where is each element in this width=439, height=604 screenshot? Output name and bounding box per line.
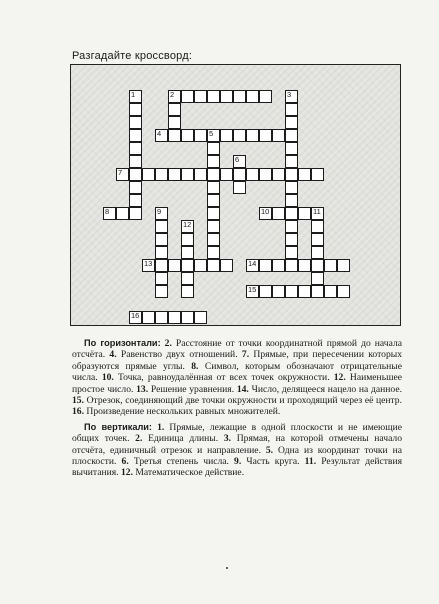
crossword-cell[interactable] [142,311,155,324]
crossword-cell[interactable] [311,272,324,285]
crossword-cell[interactable] [129,90,142,103]
cell-number: 2 [170,90,175,99]
crossword-cell[interactable] [155,233,168,246]
crossword-cell[interactable] [311,220,324,233]
crossword-cell[interactable] [311,285,324,298]
across-clue-number: 13. [133,383,151,395]
crossword-cell[interactable] [103,207,116,220]
crossword-cell[interactable] [155,272,168,285]
crossword-cell[interactable] [259,90,272,103]
crossword-cell[interactable] [220,168,233,181]
crossword-cell[interactable] [116,168,129,181]
crossword-cell[interactable] [285,116,298,129]
across-clue-number: 2. [164,338,176,349]
across-clue-text: Число, делящееся нацело на данное. [251,383,403,395]
crossword-cell[interactable] [285,168,298,181]
crossword-cell[interactable] [285,103,298,116]
crossword-cell[interactable] [298,259,311,272]
crossword-cell[interactable] [311,246,324,259]
crossword-cell[interactable] [207,246,220,259]
crossword-cell[interactable] [285,90,298,103]
crossword-cell[interactable] [220,129,233,142]
crossword-cell[interactable] [285,155,298,168]
clues-section [72,338,402,479]
crossword-cell[interactable] [298,207,311,220]
crossword-cell[interactable] [129,103,142,116]
down-clue-number: 1. [157,421,170,433]
across-clue-text: Символ, которым обозначают отрицательные числа. [72,360,402,384]
crossword-cell[interactable] [259,168,272,181]
down-clue-number: 6. [116,456,134,468]
down-clues [72,422,402,479]
crossword-cell[interactable] [259,129,272,142]
down-clue-number: 9. [228,456,247,468]
crossword-cell[interactable] [181,168,194,181]
crossword-cell[interactable] [233,168,246,181]
crossword-cell[interactable] [272,168,285,181]
across-clue-text: Расстояние от точки координатной прямой до начала отсчёта. [72,338,403,361]
across-clue-number: 7. [237,349,254,361]
crossword-cell[interactable] [298,285,311,298]
crossword-cell[interactable] [168,311,181,324]
crossword-cell[interactable] [155,220,168,233]
crossword-cell[interactable] [220,90,233,103]
crossword-cell[interactable] [337,259,350,272]
crossword-cell[interactable] [285,233,298,246]
cell-number: 1 [131,90,136,99]
crossword-cell[interactable] [194,90,207,103]
across-clues [72,338,402,418]
across-heading: По горизонтали: [84,338,161,348]
crossword-cell[interactable] [324,259,337,272]
cell-number: 16 [131,311,140,320]
down-clue-text: Третья степень числа. [133,456,229,468]
crossword-cell[interactable] [194,168,207,181]
crossword-cell[interactable] [272,129,285,142]
across-clue-list [72,338,402,417]
crossword-cell[interactable] [207,233,220,246]
crossword-cell[interactable] [181,259,194,272]
crossword-frame [70,64,401,326]
crossword-cell[interactable] [181,285,194,298]
crossword-cell[interactable] [116,207,129,220]
crossword-cell[interactable] [259,259,272,272]
down-clue-number: 2. [129,433,149,445]
crossword-cell[interactable] [168,168,181,181]
cell-number: 15 [248,285,257,294]
crossword-cell[interactable] [233,155,246,168]
crossword-cell[interactable] [129,207,142,220]
down-clue-number: 12. [118,467,136,479]
crossword-cell[interactable] [168,129,181,142]
cell-number: 8 [105,207,110,216]
cell-number: 14 [248,259,257,268]
crossword-cell[interactable] [246,285,259,298]
across-clue-number: 10. [97,372,118,384]
crossword-cell[interactable] [259,285,272,298]
crossword-cell[interactable] [272,259,285,272]
down-clue-text: Единица длины. [148,433,219,445]
crossword-cell[interactable] [285,194,298,207]
cell-number: 9 [157,207,162,216]
crossword-cell[interactable] [207,155,220,168]
crossword-cell[interactable] [207,142,220,155]
crossword-cell[interactable] [285,181,298,194]
cell-number: 7 [118,168,123,177]
crossword-cell[interactable] [155,129,168,142]
down-clue-text: Одна из координат точки на плоскости. [72,444,402,468]
crossword-cell[interactable] [272,285,285,298]
crossword-cell[interactable] [207,90,220,103]
crossword-cell[interactable] [324,285,337,298]
crossword-cell[interactable] [272,207,285,220]
crossword-cell[interactable] [233,181,246,194]
crossword-cell[interactable] [285,259,298,272]
cell-number: 3 [287,90,292,99]
crossword-cell[interactable] [181,246,194,259]
crossword-cell[interactable] [181,311,194,324]
across-clue-number: 12. [329,372,350,384]
crossword-cell[interactable] [181,90,194,103]
cell-number: 6 [235,155,240,164]
across-clue-text: Решение уравнения. [150,383,235,395]
down-clue-text: Часть круга. [246,456,300,468]
crossword-cell[interactable] [233,129,246,142]
crossword-cell[interactable] [168,90,181,103]
cell-number: 11 [313,207,321,216]
crossword-cell[interactable] [181,129,194,142]
crossword-cell[interactable] [311,233,324,246]
crossword-cell[interactable] [298,168,311,181]
crossword-cell[interactable] [285,129,298,142]
crossword-cell[interactable] [129,155,142,168]
crossword-cell[interactable] [155,285,168,298]
crossword-cell[interactable] [259,207,272,220]
across-clue-text: Произведение нескольких равных множителей. [86,406,281,418]
crossword-cell[interactable] [129,142,142,155]
crossword-cell[interactable] [194,259,207,272]
crossword-cell[interactable] [142,259,155,272]
crossword-cell[interactable] [207,168,220,181]
crossword-cell[interactable] [207,194,220,207]
across-clue-text: Равенство двух отношений. [120,349,238,361]
crossword-cell[interactable] [207,207,220,220]
crossword-cell[interactable] [220,259,233,272]
crossword-cell[interactable] [181,272,194,285]
cell-number: 10 [261,207,270,216]
crossword-cell[interactable] [168,259,181,272]
crossword-cell[interactable] [129,194,142,207]
across-clue-number: 8. [184,360,205,372]
down-clue-number: 5. [260,444,278,456]
crossword-cell[interactable] [285,246,298,259]
crossword-cell[interactable] [233,90,246,103]
crossword-cell[interactable] [285,207,298,220]
crossword-cell[interactable] [246,90,259,103]
crossword-cell[interactable] [337,285,350,298]
crossword-cell[interactable] [194,311,207,324]
crossword-cell[interactable] [246,259,259,272]
across-clue-text: Точка, равноудалённая от всех точек окружности. [117,372,330,384]
across-clue-text: Наименьшее простое число. [72,372,402,395]
crossword-cell[interactable] [129,181,142,194]
crossword-cell[interactable] [207,181,220,194]
down-clue-number: 3. [218,433,237,445]
cell-number: 4 [157,129,162,138]
crossword-cell[interactable] [207,220,220,233]
across-clue-number: 16. [72,406,87,418]
down-heading: По вертикали: [84,421,152,432]
stray-dot [226,567,228,569]
across-clue-text: Прямые, при пересечении которых образуются прямые углы. [72,349,402,372]
crossword-cell[interactable] [129,129,142,142]
crossword-cell[interactable] [207,259,220,272]
crossword-cell[interactable] [129,116,142,129]
crossword-cell[interactable] [181,220,194,233]
page-title: Разгадайте кроссворд: [72,50,193,62]
across-clue-text: Отрезок, соединяющий две точки окружности и проходящий через её центр. [86,395,402,407]
crossword-cell[interactable] [311,168,324,181]
crossword-cell[interactable] [168,116,181,129]
down-clue-number: 11. [299,456,322,468]
cell-number: 5 [209,129,214,138]
down-clue-text: Математическое действие. [135,467,245,479]
down-clue-text: Прямая, на которой отмечены начало отсчёта, единичный отрезок и направление. [72,433,403,456]
crossword-cell[interactable] [181,233,194,246]
crossword-cell[interactable] [246,129,259,142]
crossword-cell[interactable] [129,168,142,181]
crossword-cell[interactable] [285,220,298,233]
crossword-cell[interactable] [285,142,298,155]
across-clue-number: 14. [234,383,252,395]
crossword-cell[interactable] [207,129,220,142]
down-clue-text: Прямые, лежащие в одной плоскости и не имеющие общих точек. [72,421,403,445]
crossword-cell[interactable] [311,259,324,272]
crossword-cell[interactable] [285,285,298,298]
crossword-cell[interactable] [155,259,168,272]
cell-number: 13 [144,259,153,268]
cell-number: 12 [183,220,192,229]
across-clue-number: 15. [72,395,87,407]
crossword-cell[interactable] [155,246,168,259]
crossword-cell[interactable] [155,311,168,324]
crossword-cell[interactable] [194,129,207,142]
crossword-cell[interactable] [246,168,259,181]
crossword-cell[interactable] [168,103,181,116]
crossword-cell[interactable] [155,207,168,220]
crossword-cell[interactable] [142,168,155,181]
crossword-cell[interactable] [311,207,324,220]
across-clue-number: 4. [105,349,121,361]
crossword-cell[interactable] [155,168,168,181]
crossword-cell[interactable] [129,311,142,324]
down-clue-text: Результат действия вычитания. [72,456,402,479]
